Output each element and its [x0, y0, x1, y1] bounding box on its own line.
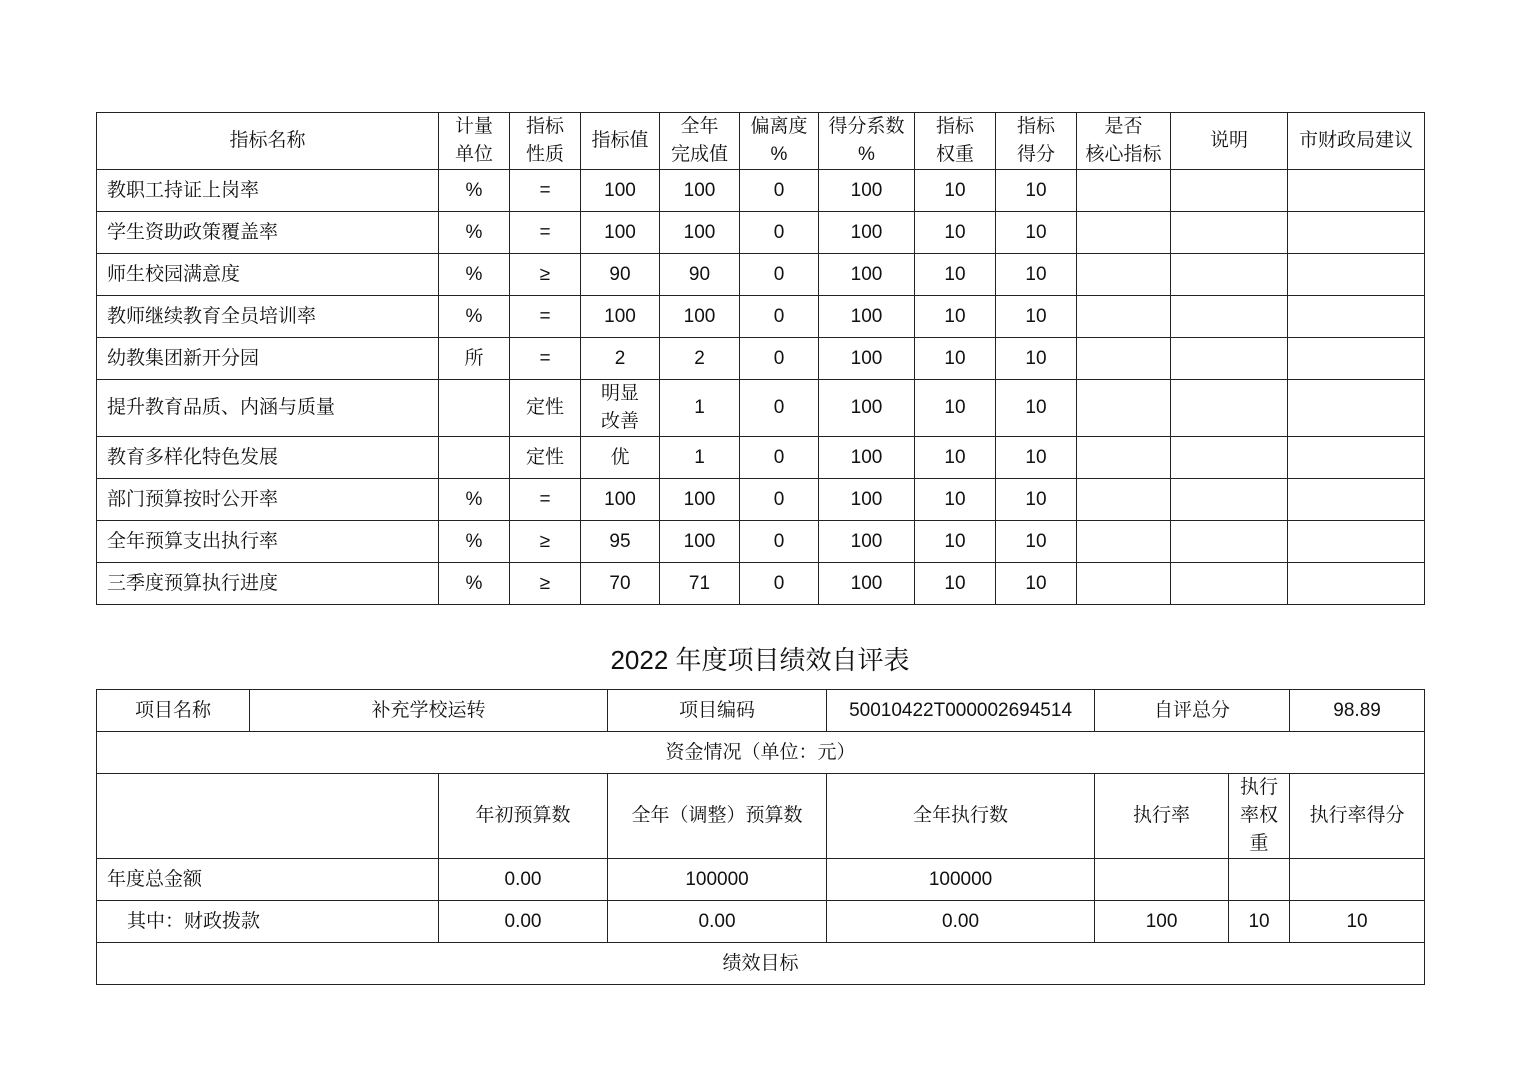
row-core: [1077, 338, 1171, 380]
row-core: [1077, 563, 1171, 605]
funds-fiscal-score: 10: [1290, 901, 1425, 943]
funds-total-executed: 100000: [827, 859, 1095, 901]
row-coef: 100: [819, 296, 915, 338]
row-coef: 100: [819, 254, 915, 296]
project-code-label: 项目编码: [608, 690, 827, 732]
row-weight: 10: [915, 563, 996, 605]
row-score: 10: [996, 380, 1077, 437]
row-unit: %: [439, 521, 510, 563]
indicator-row: [97, 296, 1425, 338]
row-completion: 100: [660, 212, 740, 254]
funds-fiscal-row: [97, 901, 1425, 943]
row-value: 明显 改善: [581, 380, 660, 437]
header-advice: 市财政局建议: [1288, 113, 1425, 170]
row-deviation: 0: [740, 380, 819, 437]
row-value: 100: [581, 479, 660, 521]
row-desc: [1171, 563, 1288, 605]
row-desc: [1171, 437, 1288, 479]
row-deviation: 0: [740, 479, 819, 521]
row-nature: ≥: [510, 563, 581, 605]
funds-header-blank: [97, 774, 439, 859]
row-value: 95: [581, 521, 660, 563]
row-name: 教职工持证上岗率: [97, 170, 439, 212]
indicator-header-row: [97, 113, 1425, 170]
funds-section-row: [97, 732, 1425, 774]
row-completion: 1: [660, 380, 740, 437]
row-weight: 10: [915, 380, 996, 437]
self-score: 98.89: [1290, 690, 1425, 732]
project-code: 50010422T000002694514: [827, 690, 1095, 732]
row-deviation: 0: [740, 170, 819, 212]
row-nature: =: [510, 212, 581, 254]
row-score: 10: [996, 338, 1077, 380]
row-core: [1077, 479, 1171, 521]
row-coef: 100: [819, 212, 915, 254]
row-desc: [1171, 521, 1288, 563]
row-unit: %: [439, 563, 510, 605]
row-advice: [1288, 338, 1425, 380]
row-unit: [439, 437, 510, 479]
funds-total-row: [97, 859, 1425, 901]
funds-section-title: 资金情况（单位：元）: [97, 732, 1425, 774]
row-coef: 100: [819, 479, 915, 521]
row-advice: [1288, 254, 1425, 296]
header-score: 指标 得分: [996, 113, 1077, 170]
row-unit: %: [439, 254, 510, 296]
row-name: 全年预算支出执行率: [97, 521, 439, 563]
project-name: 补充学校运转: [250, 690, 608, 732]
funds-header-row: [97, 774, 1425, 859]
row-advice: [1288, 479, 1425, 521]
row-score: 10: [996, 437, 1077, 479]
row-score: 10: [996, 563, 1077, 605]
indicator-row: [97, 338, 1425, 380]
row-core: [1077, 437, 1171, 479]
row-completion: 100: [660, 170, 740, 212]
row-coef: 100: [819, 437, 915, 479]
row-nature: =: [510, 338, 581, 380]
row-weight: 10: [915, 437, 996, 479]
row-advice: [1288, 380, 1425, 437]
row-desc: [1171, 296, 1288, 338]
row-completion: 100: [660, 479, 740, 521]
row-value: 70: [581, 563, 660, 605]
row-value: 100: [581, 212, 660, 254]
row-unit: %: [439, 479, 510, 521]
project-table: [96, 689, 1425, 985]
funds-total-rate: [1095, 859, 1229, 901]
header-deviation: 偏离度 %: [740, 113, 819, 170]
row-value: 90: [581, 254, 660, 296]
row-coef: 100: [819, 563, 915, 605]
row-coef: 100: [819, 380, 915, 437]
row-unit: %: [439, 296, 510, 338]
row-core: [1077, 212, 1171, 254]
row-name: 幼教集团新开分园: [97, 338, 439, 380]
row-score: 10: [996, 212, 1077, 254]
row-core: [1077, 521, 1171, 563]
funds-total-score: [1290, 859, 1425, 901]
header-desc: 说明: [1171, 113, 1288, 170]
row-desc: [1171, 380, 1288, 437]
header-completion: 全年 完成值: [660, 113, 740, 170]
row-value: 100: [581, 296, 660, 338]
indicator-row: [97, 254, 1425, 296]
report-title: 2022 年度项目绩效自评表: [610, 645, 910, 675]
row-score: 10: [996, 521, 1077, 563]
funds-header-executed: 全年执行数: [827, 774, 1095, 859]
row-deviation: 0: [740, 254, 819, 296]
row-deviation: 0: [740, 437, 819, 479]
row-weight: 10: [915, 254, 996, 296]
self-score-label: 自评总分: [1095, 690, 1290, 732]
row-completion: 71: [660, 563, 740, 605]
funds-total-adjusted: 100000: [608, 859, 827, 901]
row-completion: 100: [660, 521, 740, 563]
indicator-row: [97, 479, 1425, 521]
indicator-row: [97, 212, 1425, 254]
row-advice: [1288, 521, 1425, 563]
row-score: 10: [996, 254, 1077, 296]
row-coef: 100: [819, 338, 915, 380]
row-coef: 100: [819, 521, 915, 563]
row-deviation: 0: [740, 521, 819, 563]
funds-fiscal-weight: 10: [1229, 901, 1290, 943]
row-desc: [1171, 254, 1288, 296]
indicator-table: [96, 112, 1425, 605]
indicator-row: [97, 170, 1425, 212]
row-advice: [1288, 296, 1425, 338]
row-name: 教育多样化特色发展: [97, 437, 439, 479]
funds-total-weight: [1229, 859, 1290, 901]
row-nature: =: [510, 170, 581, 212]
indicator-row: [97, 563, 1425, 605]
row-name: 三季度预算执行进度: [97, 563, 439, 605]
funds-fiscal-label: 其中：财政拨款: [97, 901, 439, 943]
row-name: 师生校园满意度: [97, 254, 439, 296]
funds-header-initial: 年初预算数: [439, 774, 608, 859]
project-name-label: 项目名称: [97, 690, 250, 732]
row-weight: 10: [915, 170, 996, 212]
funds-fiscal-initial: 0.00: [439, 901, 608, 943]
row-name: 教师继续教育全员培训率: [97, 296, 439, 338]
row-deviation: 0: [740, 338, 819, 380]
indicator-row: [97, 437, 1425, 479]
row-nature: =: [510, 479, 581, 521]
row-nature: 定性: [510, 380, 581, 437]
goals-title: 绩效目标: [97, 943, 1425, 985]
row-unit: [439, 380, 510, 437]
funds-fiscal-rate: 100: [1095, 901, 1229, 943]
header-weight: 指标 权重: [915, 113, 996, 170]
row-completion: 2: [660, 338, 740, 380]
header-value: 指标值: [581, 113, 660, 170]
row-value: 优: [581, 437, 660, 479]
row-value: 2: [581, 338, 660, 380]
row-weight: 10: [915, 479, 996, 521]
row-nature: =: [510, 296, 581, 338]
row-desc: [1171, 479, 1288, 521]
row-advice: [1288, 563, 1425, 605]
row-unit: 所: [439, 338, 510, 380]
row-advice: [1288, 437, 1425, 479]
row-completion: 100: [660, 296, 740, 338]
row-completion: 1: [660, 437, 740, 479]
header-name: 指标名称: [97, 113, 439, 170]
row-score: 10: [996, 296, 1077, 338]
row-name: 部门预算按时公开率: [97, 479, 439, 521]
header-core: 是否 核心指标: [1077, 113, 1171, 170]
row-score: 10: [996, 170, 1077, 212]
row-score: 10: [996, 479, 1077, 521]
funds-header-rate: 执行率: [1095, 774, 1229, 859]
row-deviation: 0: [740, 563, 819, 605]
row-core: [1077, 380, 1171, 437]
row-nature: ≥: [510, 521, 581, 563]
row-deviation: 0: [740, 296, 819, 338]
row-name: 提升教育品质、内涵与质量: [97, 380, 439, 437]
row-nature: 定性: [510, 437, 581, 479]
row-core: [1077, 296, 1171, 338]
row-unit: %: [439, 170, 510, 212]
funds-header-weight: 执行率权重: [1229, 774, 1290, 859]
row-desc: [1171, 212, 1288, 254]
indicator-row: [97, 380, 1425, 437]
indicator-row: [97, 521, 1425, 563]
row-desc: [1171, 170, 1288, 212]
funds-header-adjusted: 全年（调整）预算数: [608, 774, 827, 859]
row-weight: 10: [915, 296, 996, 338]
header-unit: 计量 单位: [439, 113, 510, 170]
row-desc: [1171, 338, 1288, 380]
funds-fiscal-adjusted: 0.00: [608, 901, 827, 943]
row-coef: 100: [819, 170, 915, 212]
funds-fiscal-executed: 0.00: [827, 901, 1095, 943]
row-completion: 90: [660, 254, 740, 296]
row-core: [1077, 170, 1171, 212]
row-core: [1077, 254, 1171, 296]
header-nature: 指标 性质: [510, 113, 581, 170]
funds-total-label: 年度总金额: [97, 859, 439, 901]
project-info-row: [97, 690, 1425, 732]
header-coef: 得分系数 %: [819, 113, 915, 170]
funds-header-score: 执行率得分: [1290, 774, 1425, 859]
funds-total-initial: 0.00: [439, 859, 608, 901]
row-advice: [1288, 212, 1425, 254]
row-nature: ≥: [510, 254, 581, 296]
row-weight: 10: [915, 212, 996, 254]
row-weight: 10: [915, 338, 996, 380]
row-weight: 10: [915, 521, 996, 563]
row-unit: %: [439, 212, 510, 254]
goals-row: [97, 943, 1425, 985]
row-name: 学生资助政策覆盖率: [97, 212, 439, 254]
row-deviation: 0: [740, 212, 819, 254]
row-advice: [1288, 170, 1425, 212]
row-value: 100: [581, 170, 660, 212]
